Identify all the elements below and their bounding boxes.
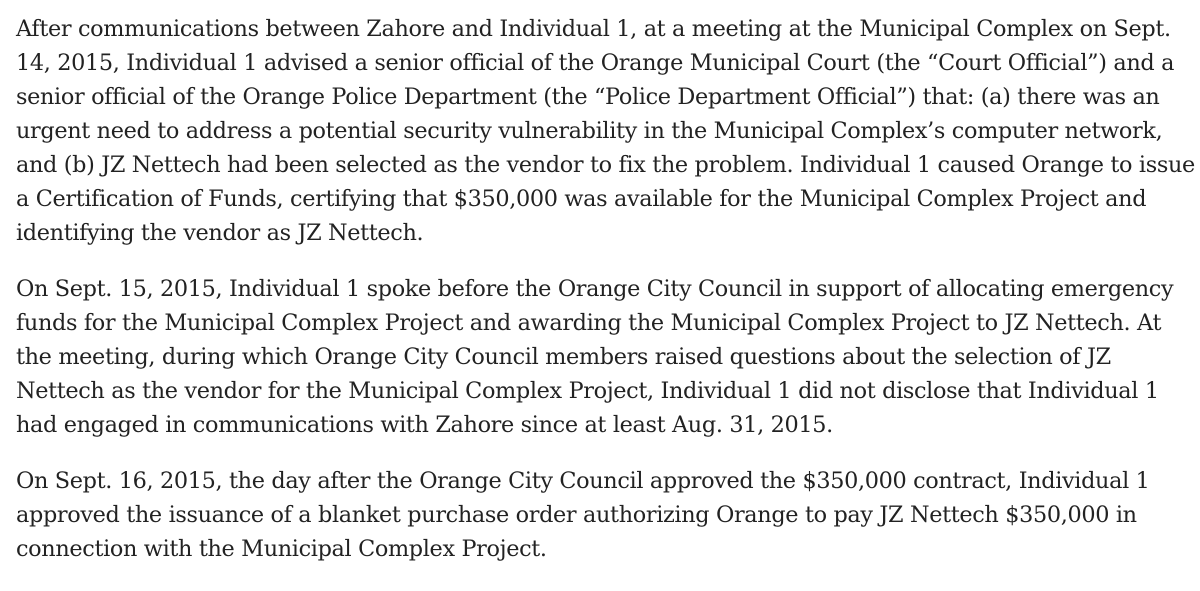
paragraph-line: had engaged in communications with Zahore since at least Aug. 31, 2015.	[16, 412, 833, 438]
paragraph-line: On Sept. 16, 2015, the day after the Orange City Council approved the $350,000 contract, Individual 1	[16, 468, 1150, 494]
paragraph-line: the meeting, during which Orange City Council members raised questions about the selection of JZ	[16, 344, 1111, 370]
paragraph-line: 14, 2015, Individual 1 advised a senior official of the Orange Municipal Court (the “Court Official”) and a	[16, 50, 1175, 76]
paragraph-line: a Certification of Funds, certifying that $350,000 was available for the Municipal Complex Project and	[16, 186, 1147, 212]
paragraph-2	[16, 272, 1200, 442]
paragraph-line: identifying the vendor as JZ Nettech.	[16, 220, 424, 246]
paragraph-line: urgent need to address a potential security vulnerability in the Municipal Complex’s computer network,	[16, 118, 1163, 144]
paragraph-line: and (b) JZ Nettech had been selected as the vendor to fix the problem. Individual 1 caused Orange to issue	[16, 152, 1195, 178]
paragraph-1	[16, 12, 1200, 250]
paragraph-line: funds for the Municipal Complex Project and awarding the Municipal Complex Project to JZ Nettech. At	[16, 310, 1162, 336]
paragraph-line: Nettech as the vendor for the Municipal Complex Project, Individual 1 did not disclose that Individual 1	[16, 378, 1159, 404]
paragraph-line: senior official of the Orange Police Department (the “Police Department Official”) that: (a) there was an	[16, 84, 1160, 110]
paragraph-line: After communications between Zahore and Individual 1, at a meeting at the Municipal Complex on Sept.	[16, 16, 1171, 42]
paragraph-3	[16, 464, 1200, 566]
article-body	[16, 12, 1200, 588]
paragraph-line: approved the issuance of a blanket purchase order authorizing Orange to pay JZ Nettech $350,000 in	[16, 502, 1137, 528]
paragraph-line: On Sept. 15, 2015, Individual 1 spoke before the Orange City Council in support of allocating emergency	[16, 276, 1174, 302]
paragraph-line: connection with the Municipal Complex Project.	[16, 536, 547, 562]
